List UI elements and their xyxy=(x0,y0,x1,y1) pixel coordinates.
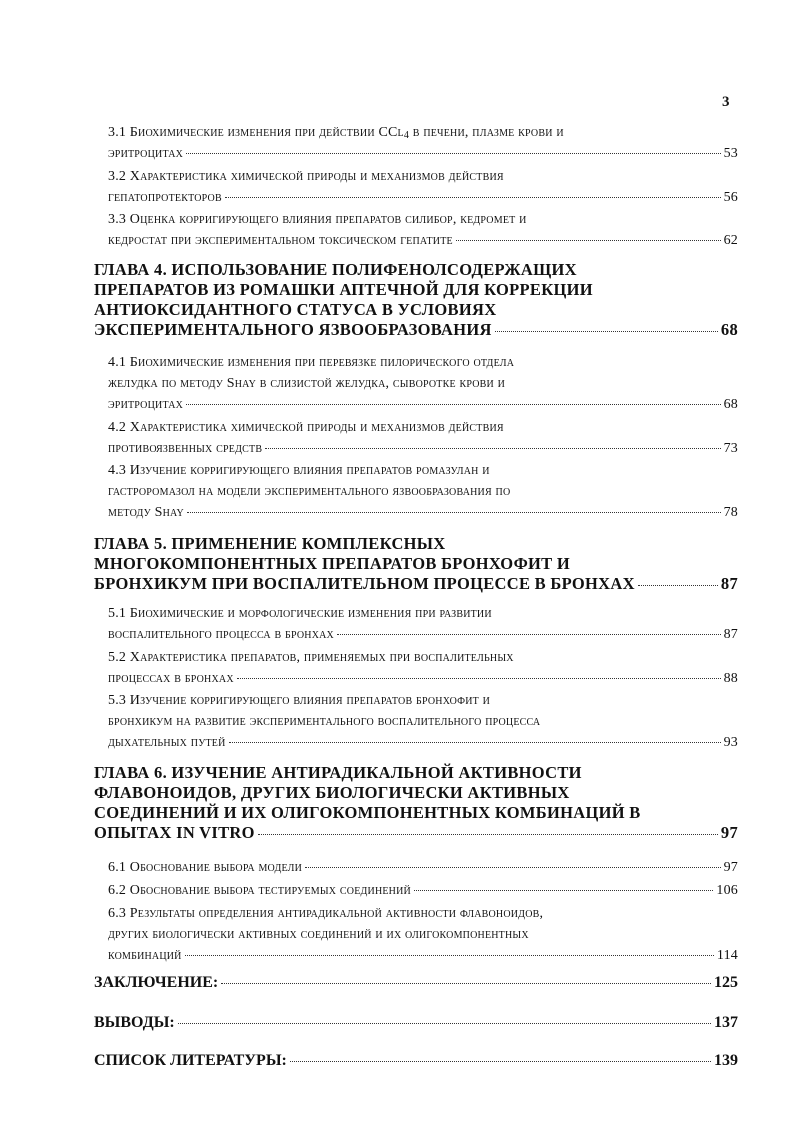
toc-text: воспалительного процесса в бронхах xyxy=(108,627,334,642)
toc-page: 62 xyxy=(723,233,738,248)
toc-entry-4-1[interactable] xyxy=(108,352,738,415)
toc-entry-5-2[interactable] xyxy=(108,647,738,689)
toc-text: БРОНХИКУМ ПРИ ВОСПАЛИТЕЛЬНОМ ПРОЦЕССЕ В БРОНХАХ xyxy=(94,574,635,593)
toc-chapter-5[interactable] xyxy=(94,534,738,594)
toc-text: гепатопротекторов xyxy=(108,190,222,205)
toc-text: ГЛАВА 5. ПРИМЕНЕНИЕ КОМПЛЕКСНЫХ xyxy=(94,534,446,553)
toc-entry-5-1[interactable] xyxy=(108,603,738,645)
toc-entry-3-1[interactable] xyxy=(108,122,738,164)
toc-text: методу Shay xyxy=(108,505,184,520)
toc-text: противоязвенных средств xyxy=(108,441,263,456)
toc-text: 6.2 Обоснование выбора тестируемых соединений xyxy=(108,883,411,898)
toc-chapter-4[interactable] xyxy=(94,260,738,340)
toc-text: дыхательных путей xyxy=(108,735,226,750)
toc-text: 3.1 Биохимические изменения при действии CCl$_4$ в печени, плазме крови и xyxy=(108,125,564,141)
toc-page: 106 xyxy=(716,883,738,898)
toc-text: других биологически активных соединений и их олигокомпонентных xyxy=(108,927,529,942)
toc-entry-6-1[interactable] xyxy=(108,857,738,878)
toc-page: 97 xyxy=(720,823,738,842)
toc-page: 68 xyxy=(723,397,738,412)
toc-text: ГЛАВА 4. ИСПОЛЬЗОВАНИЕ ПОЛИФЕНОЛСОДЕРЖАЩИХ xyxy=(94,260,577,279)
toc-page: 68 xyxy=(720,320,738,339)
toc-entry-6-3[interactable] xyxy=(108,903,738,966)
toc-text: процессах в бронхах xyxy=(108,671,234,686)
toc-text: 5.3 Изучение корригирующего влияния препаратов бронхофит и xyxy=(108,693,491,708)
toc-text: ГЛАВА 6. ИЗУЧЕНИЕ АНТИРАДИКАЛЬНОЙ АКТИВНОСТИ xyxy=(94,763,582,782)
toc-text: 5.1 Биохимические и морфологические изменения при развитии xyxy=(108,606,492,621)
toc-page: 93 xyxy=(723,735,738,750)
toc-text: ЭКСПЕРИМЕНТАЛЬНОГО ЯЗВООБРАЗОВАНИЯ xyxy=(94,320,492,339)
toc-text: СПИСОК ЛИТЕРАТУРЫ: xyxy=(94,1052,287,1069)
toc-page: 125 xyxy=(714,974,738,991)
toc-text: СОЕДИНЕНИЙ И ИХ ОЛИГОКОМПОНЕНТНЫХ КОМБИНАЦИЙ В xyxy=(94,803,641,822)
toc-text: комбинаций xyxy=(108,948,182,963)
toc-text: ОПЫТАХ IN VITRO xyxy=(94,823,255,842)
toc-text: ПРЕПАРАТОВ ИЗ РОМАШКИ АПТЕЧНОЙ ДЛЯ КОРРЕКЦИИ xyxy=(94,280,593,299)
toc-text: 5.2 Характеристика препаратов, применяемых при воспалительных xyxy=(108,650,514,665)
toc-text: эритроцитах xyxy=(108,146,184,161)
toc-page: 78 xyxy=(723,505,738,520)
toc-text: 3.3 Оценка корригирующего влияния препаратов силибор, кедромет и xyxy=(108,212,527,227)
toc-text: 4.3 Изучение корригирующего влияния препаратов ромазулан и xyxy=(108,463,490,478)
toc-text: МНОГОКОМПОНЕНТНЫХ ПРЕПАРАТОВ БРОНХОФИТ И xyxy=(94,554,571,573)
toc-text: 6.3 Результаты определения антирадикальной активности флавоноидов, xyxy=(108,906,544,921)
toc-entry-4-3[interactable] xyxy=(108,460,738,523)
toc-text: ЗАКЛЮЧЕНИЕ: xyxy=(94,974,219,991)
toc-text: желудка по методу Shay в слизистой желудка, сыворотке крови и xyxy=(108,376,506,391)
toc-text: АНТИОКСИДАНТНОГО СТАТУСА В УСЛОВИЯХ xyxy=(94,300,497,319)
toc-entry-4-2[interactable] xyxy=(108,417,738,459)
toc-text: кедростат при экспериментальном токсическом гепатите xyxy=(108,233,453,248)
toc-references[interactable] xyxy=(94,1052,738,1070)
toc-page: 87 xyxy=(720,574,738,593)
toc-page: 88 xyxy=(723,671,738,686)
toc-page: 139 xyxy=(714,1052,738,1069)
toc-findings[interactable] xyxy=(94,1014,738,1032)
toc-text: гастроромазол на модели экспериментального язвообразования по xyxy=(108,484,511,499)
toc-page: 53 xyxy=(723,146,738,161)
toc-text: 4.1 Биохимические изменения при перевязке пилорического отдела xyxy=(108,355,515,370)
toc-entry-3-3[interactable] xyxy=(108,209,738,251)
toc-text: ВЫВОДЫ: xyxy=(94,1014,175,1031)
toc-page: 56 xyxy=(723,190,738,205)
toc-entry-5-3[interactable] xyxy=(108,690,738,753)
toc-text: бронхикум на развитие экспериментального воспалительного процесса xyxy=(108,714,541,729)
toc-text: эритроцитах xyxy=(108,397,184,412)
toc-page: 73 xyxy=(723,441,738,456)
toc-text: 4.2 Характеристика химической природы и механизмов действия xyxy=(108,420,504,435)
toc-chapter-6[interactable] xyxy=(94,763,738,843)
page-number: 3 xyxy=(722,94,730,110)
toc-text: 3.2 Характеристика химической природы и механизмов действия xyxy=(108,169,504,184)
toc-text: ФЛАВОНОИДОВ, ДРУГИХ БИОЛОГИЧЕСКИ АКТИВНЫХ xyxy=(94,783,570,802)
toc-page: 97 xyxy=(723,860,738,875)
toc-conclusion[interactable] xyxy=(94,974,738,992)
toc-page: 137 xyxy=(714,1014,738,1031)
toc-text: 6.1 Обоснование выбора модели xyxy=(108,860,303,875)
toc-entry-3-2[interactable] xyxy=(108,166,738,208)
toc-page: 87 xyxy=(723,627,738,642)
toc-page: 114 xyxy=(716,948,738,963)
toc-entry-6-2[interactable] xyxy=(108,880,738,901)
